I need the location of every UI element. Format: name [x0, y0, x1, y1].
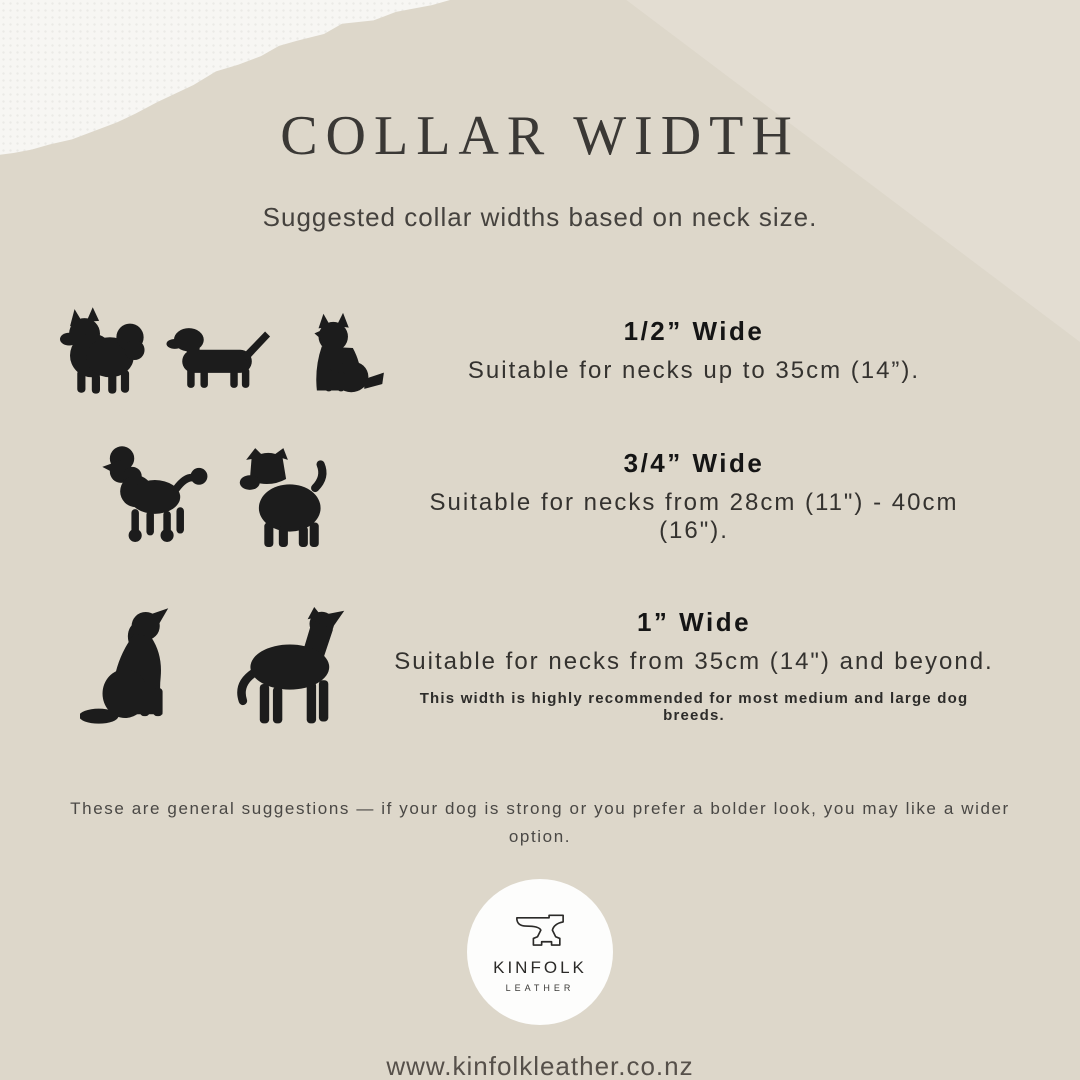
- yorkshire-terrier-icon: [294, 310, 388, 400]
- half-inch-text: [394, 316, 1040, 385]
- size-row-one-inch: [0, 581, 1080, 749]
- row-heading: 1/2” Wide: [623, 315, 765, 346]
- row-heading: 3/4” Wide: [623, 447, 765, 478]
- row-description: Suitable for necks from 35cm (14") and beyond.: [394, 647, 994, 675]
- brand-subtitle: LEATHER: [505, 982, 575, 993]
- row-note: This width is highly recommended for most medium and large dog breeds.: [419, 689, 969, 724]
- row-description: Suitable for necks up to 35cm (14”).: [467, 356, 921, 384]
- header: [0, 0, 1080, 233]
- size-row-half-inch: [0, 289, 1080, 411]
- three-quarter-inch-text: [394, 448, 1040, 545]
- footer-note: These are general suggestions — if your dog is strong or you prefer a bolder look, you may like a wider option.: [70, 799, 1010, 847]
- size-row-three-quarter-inch: [0, 427, 1080, 565]
- website-url: www.kinfolkleather.co.nz: [386, 1051, 694, 1080]
- page-title: COLLAR WIDTH: [280, 105, 800, 167]
- one-inch-text: [394, 607, 1040, 724]
- retriever-sitting-icon: [80, 601, 202, 729]
- dachshund-icon: [164, 316, 280, 400]
- row-description: Suitable for necks from 28cm (11") - 40cm (16").: [429, 488, 959, 544]
- jack-russell-icon: [228, 446, 346, 550]
- large-dogs-illustration: [44, 601, 394, 729]
- brand-logo: [467, 879, 613, 1025]
- large-dog-standing-icon: [216, 607, 358, 729]
- brand-name: KINFOLK: [493, 957, 587, 977]
- size-rows: [0, 289, 1080, 749]
- poodle-icon: [92, 442, 214, 550]
- small-dogs-illustration: [44, 300, 394, 400]
- pomeranian-icon: [50, 300, 150, 400]
- anvil-icon: [514, 912, 566, 950]
- page-subtitle: Suggested collar widths based on neck size.: [262, 202, 818, 232]
- medium-dogs-illustration: [44, 442, 394, 550]
- row-heading: 1” Wide: [636, 606, 752, 637]
